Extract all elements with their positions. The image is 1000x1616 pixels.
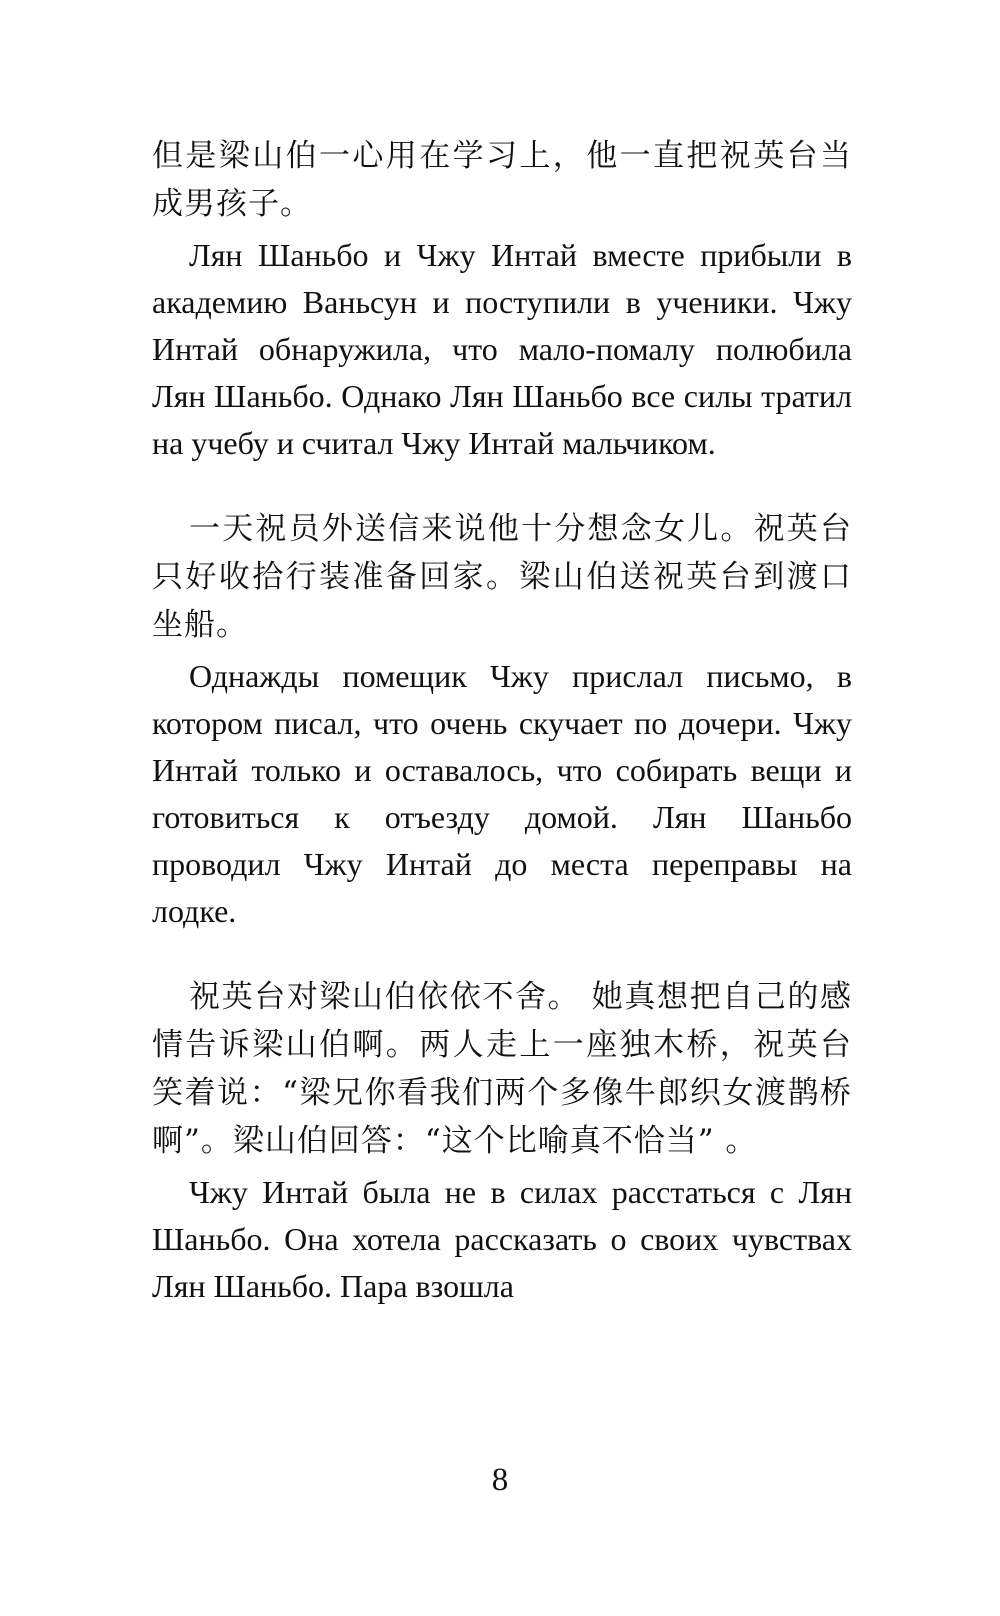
section-spacer xyxy=(152,467,852,505)
chinese-paragraph-1: 但是梁山伯一心用在学习上，他一直把祝英台当成男孩子。 xyxy=(152,138,852,222)
page-number: 8 xyxy=(491,1462,509,1498)
russian-paragraph-2: Однажды помещик Чжу прислал письмо, в котором писал, что очень скучает по дочери. Чжу Интай только и оставалось, что собирать вещи и готовиться к отъезду домой. Лян Шаньбо проводил Чжу Интай до места переправы на лодке. xyxy=(152,658,852,929)
chinese-paragraph-3: 祝英台对梁山伯依依不舍。 她真想把自己的感情告诉梁山伯啊。两人走上一座独木桥，祝英台笑着说：“梁兄你看我们两个多像牛郎织女渡鹊桥啊”。梁山伯回答：“这个比喻真不恰当” 。 xyxy=(152,979,852,1159)
page-body xyxy=(152,132,852,1310)
russian-paragraph-3: Чжу Интай была не в силах расстаться с Лян Шаньбо. Она хотела рассказать о своих чувствах Лян Шаньбо. Пара взошла xyxy=(152,1174,852,1304)
section-spacer xyxy=(152,935,852,973)
russian-paragraph-1: Лян Шаньбо и Чжу Интай вместе прибыли в академию Ваньсун и поступили в ученики. Чжу Интай обнаружила, что мало-помалу полюбила Лян Шаньбо. Однако Лян Шаньбо все силы тратил на учебу и считал Чжу Интай мальчиком. xyxy=(152,237,852,461)
chinese-paragraph-2: 一天祝员外送信来说他十分想念女儿。祝英台只好收拾行装准备回家。梁山伯送祝英台到渡口坐船。 xyxy=(152,511,852,643)
